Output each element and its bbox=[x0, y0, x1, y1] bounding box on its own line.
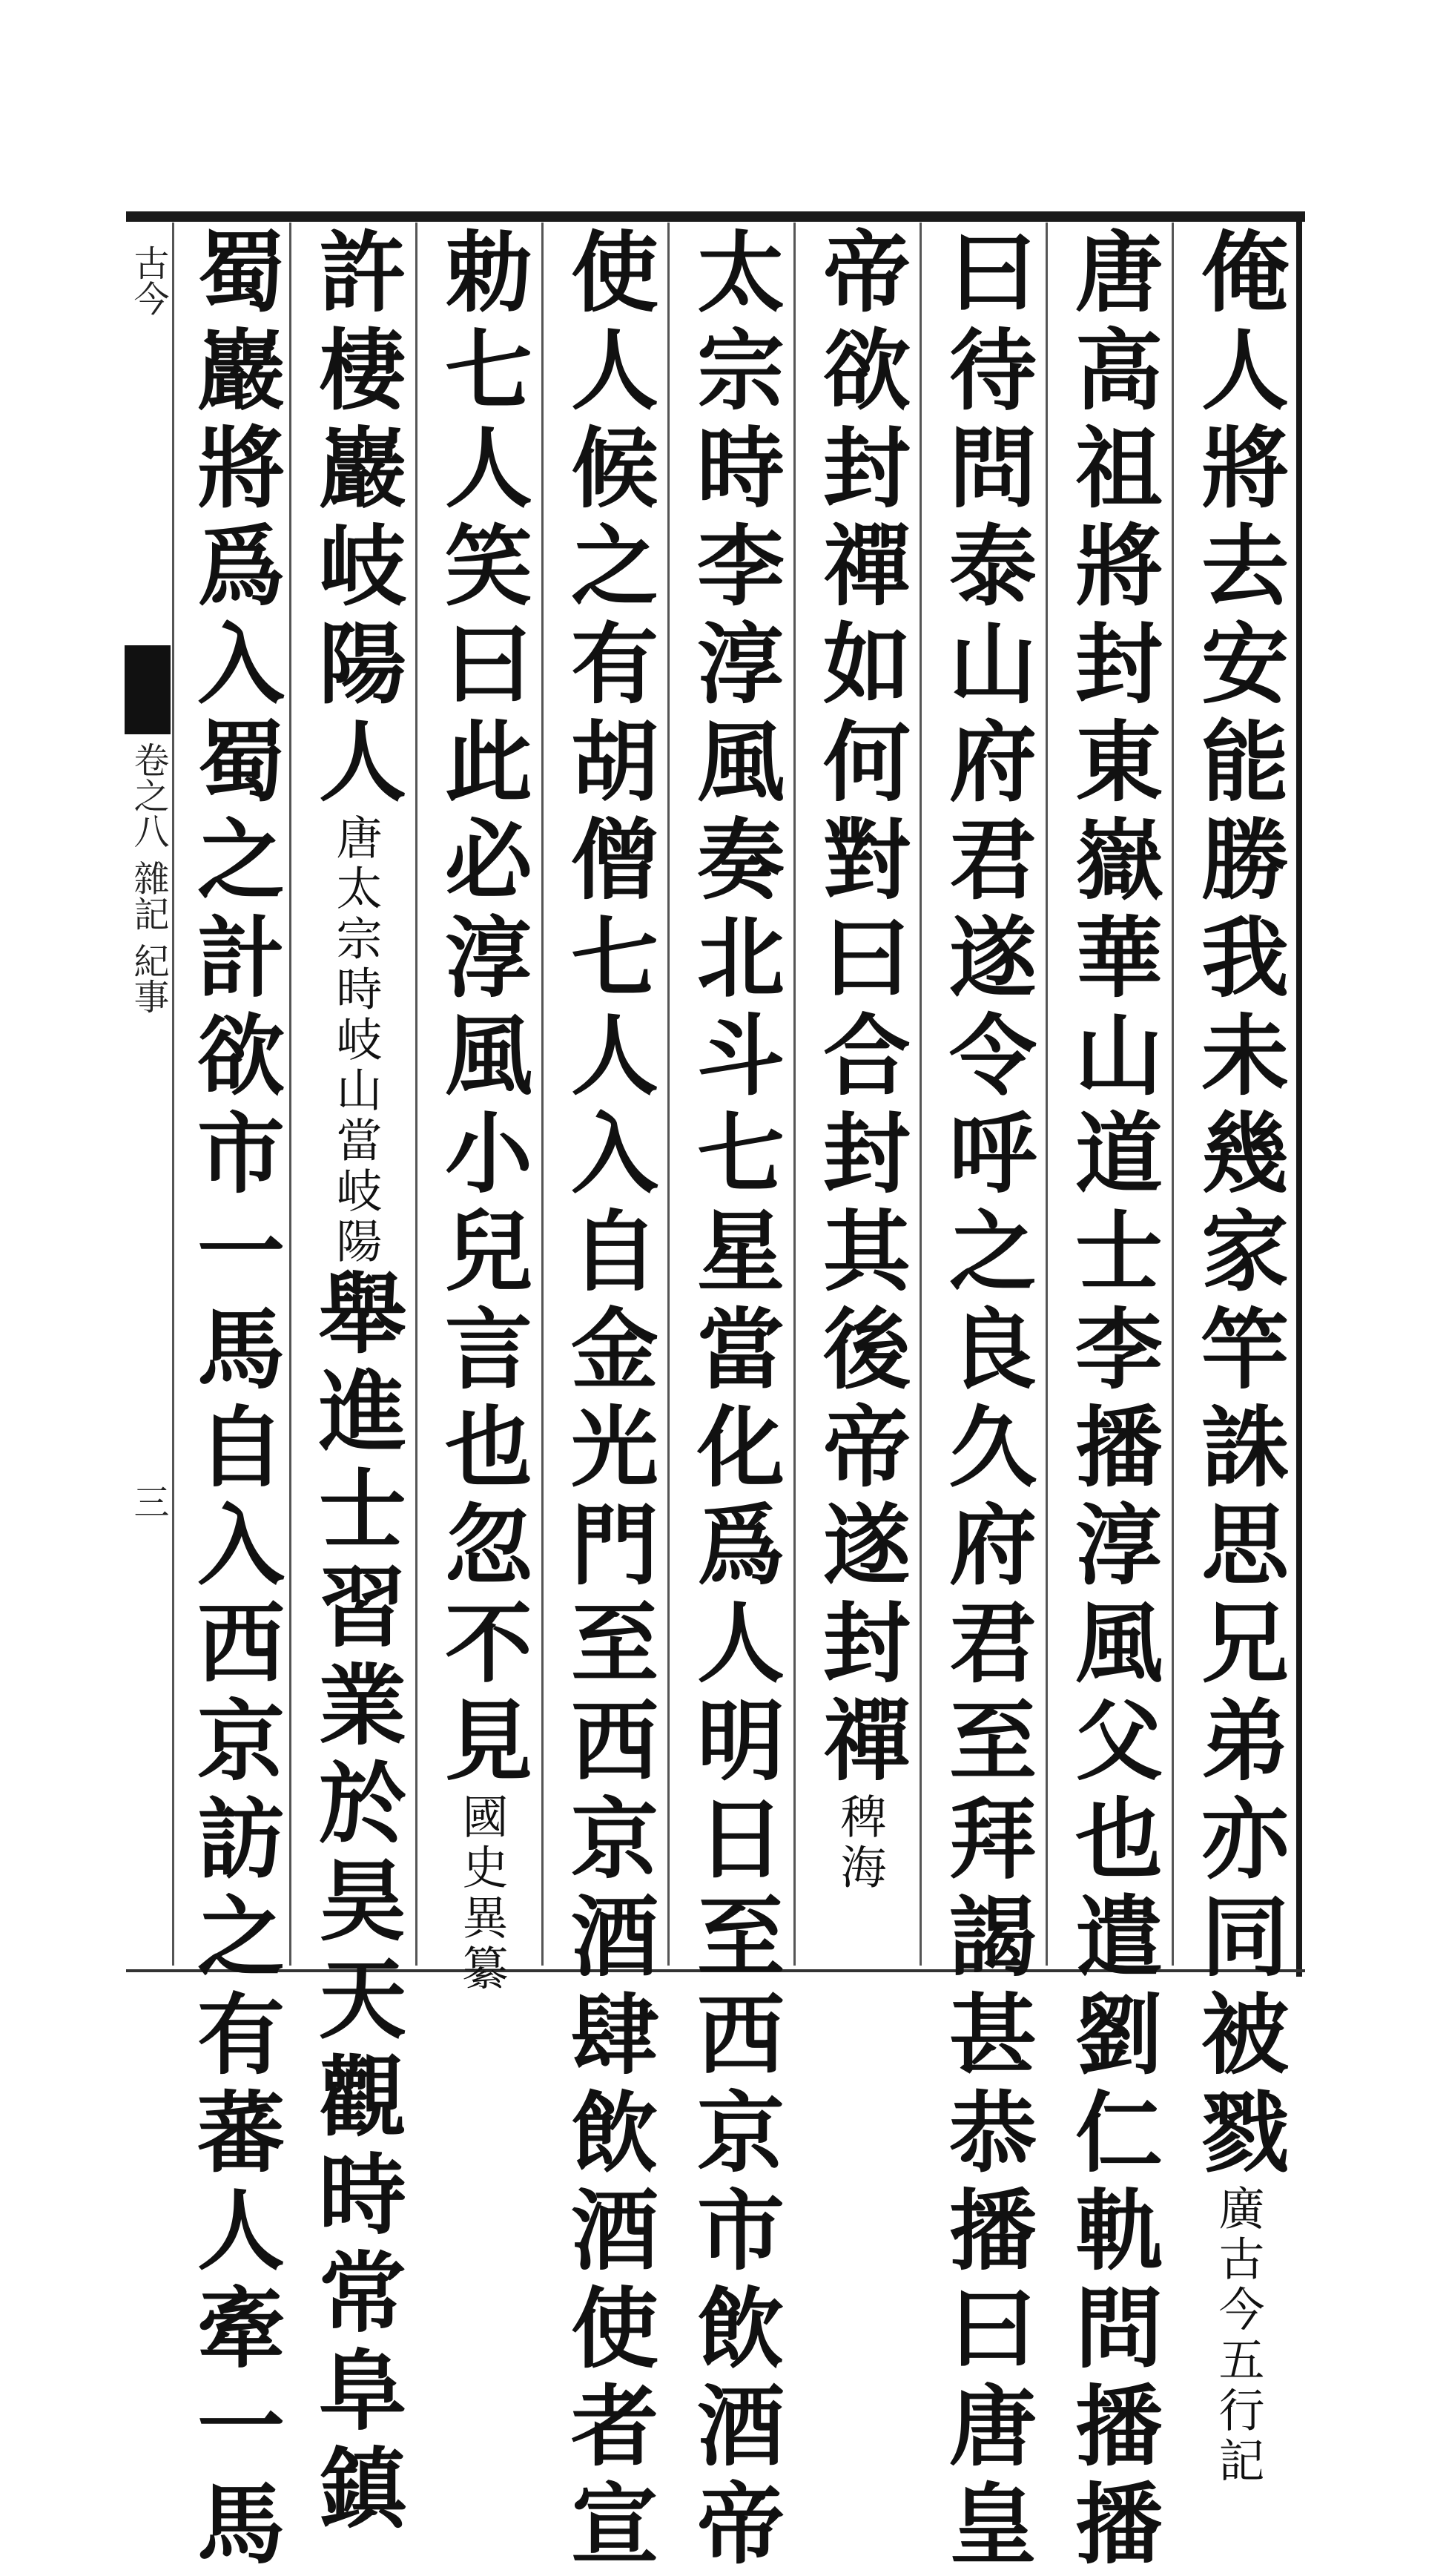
column-text: 太宗時李淳風奏北斗七星當化爲人明日至西京市飲酒帝 bbox=[682, 226, 785, 2576]
column-rule bbox=[415, 223, 417, 1966]
book-margin bbox=[126, 223, 171, 1966]
text-column bbox=[426, 226, 537, 1994]
text-column bbox=[678, 226, 789, 2576]
column-rule bbox=[541, 223, 544, 1966]
text-column bbox=[1056, 226, 1167, 2576]
text-column bbox=[178, 226, 289, 2576]
column-text: 帝欲封禪如何對曰合封其後帝遂封禪 bbox=[808, 226, 911, 1793]
column-note: 稗海 bbox=[833, 1793, 887, 1894]
column-rule bbox=[289, 223, 291, 1966]
page-border-right bbox=[1296, 211, 1302, 1977]
column-text: 俺人將去安能勝我未幾家竿誅思兄弟亦同被戮 bbox=[1186, 226, 1290, 2184]
margin-section-text: 紀事 bbox=[128, 942, 169, 1014]
column-note: 廣古今五行記 bbox=[1211, 2184, 1265, 2487]
column-text-continued: 舉進士習業於昊天觀時常阜鎮 bbox=[304, 1268, 407, 2540]
column-text: 勅七人笑曰此必淳風小兒言也忽不見 bbox=[430, 226, 533, 1793]
margin-chapter-text: 卷之八 雜記 bbox=[128, 742, 169, 932]
column-note: 國史異纂 bbox=[455, 1793, 509, 1994]
column-text: 蜀巖將爲入蜀之計欲市一馬自入西京訪之有蕃人牽一馬 bbox=[182, 226, 285, 2576]
column-text: 唐高祖將封東嶽華山道士李播淳風父也遣劉仁軌問播播 bbox=[1060, 226, 1163, 2576]
column-text: 許棲巖岐陽人 bbox=[304, 226, 407, 814]
fishtail-mark bbox=[125, 645, 171, 734]
text-column bbox=[552, 226, 663, 2576]
column-rule bbox=[667, 223, 670, 1966]
text-column bbox=[1182, 226, 1293, 2487]
margin-page-number: 三 bbox=[128, 1483, 169, 1519]
column-rule bbox=[1172, 223, 1174, 1966]
column-rule bbox=[793, 223, 796, 1966]
column-rule bbox=[920, 223, 922, 1966]
column-rule bbox=[172, 223, 174, 1966]
column-text: 曰待問泰山府君遂令呼之良久府君至拜謁甚恭播曰唐皇 bbox=[934, 226, 1037, 2576]
column-note: 唐太宗時岐山當岐陽 bbox=[329, 814, 383, 1268]
margin-book-title: 古今 bbox=[128, 245, 169, 316]
text-column bbox=[930, 226, 1041, 2576]
page-border-top bbox=[126, 211, 1305, 222]
text-column bbox=[804, 226, 915, 1962]
column-text: 使人候之有胡僧七人入自金光門至西京酒肆飲酒使者宣 bbox=[556, 226, 659, 2576]
margin-chapter bbox=[126, 742, 171, 1014]
column-rule bbox=[1046, 223, 1048, 1966]
text-column bbox=[300, 226, 411, 2540]
